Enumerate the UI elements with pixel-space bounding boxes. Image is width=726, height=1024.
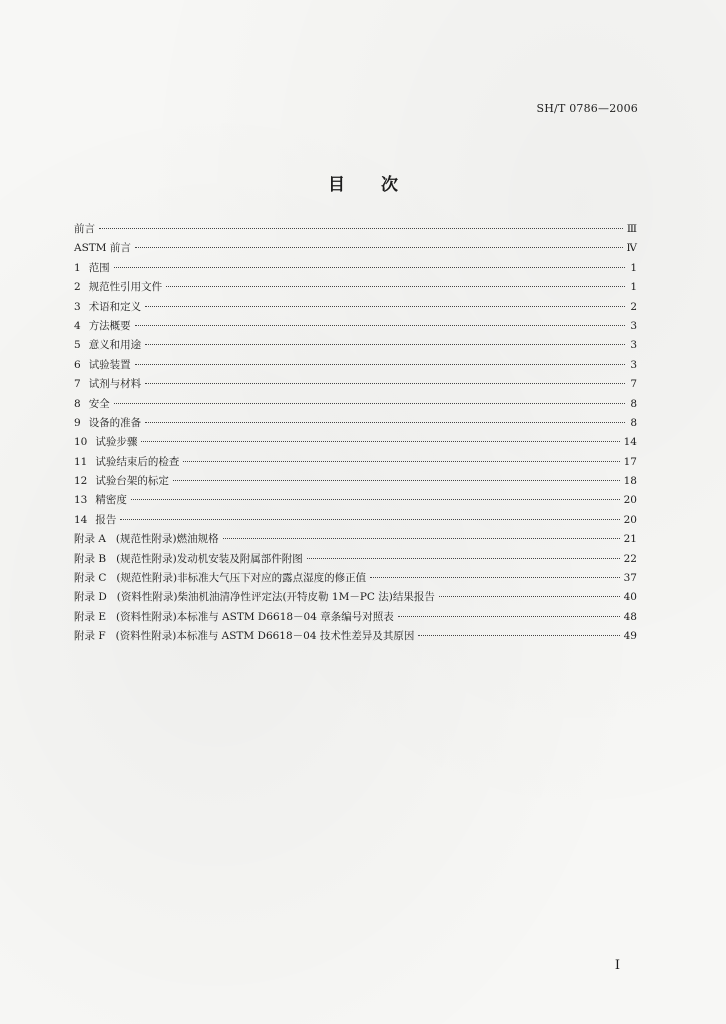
toc-leader-dots [99,227,623,229]
toc-entry-number: 3 [74,300,81,313]
toc-entry[interactable] [74,239,637,258]
toc-entry-page: 3 [630,358,637,371]
toc-entry[interactable] [74,414,637,433]
toc-entry[interactable] [74,356,637,375]
toc-entry[interactable] [74,491,637,510]
toc-entry-label: 试验装置 [88,358,131,371]
toc-entry-page: 3 [630,339,637,352]
toc-entry[interactable] [74,453,637,472]
toc-entry-label: 意义和用途 [88,339,142,352]
toc-leader-dots [135,363,625,365]
toc-entry-page: 18 [623,475,637,488]
toc-entry-number: 附录 D [74,591,107,604]
toc-entry-page: 17 [623,455,637,468]
toc-heading-char-1: 目 [328,175,345,195]
toc-leader-dots [141,440,619,442]
toc-entry-number: 2 [74,281,81,294]
toc-leader-dots [114,402,625,404]
toc-leader-dots [131,498,620,500]
toc-entry-label: 报告 [95,513,117,526]
toc-entry[interactable] [74,375,637,394]
toc-entry[interactable] [74,569,637,588]
toc-entry-page: 37 [623,572,637,585]
toc-entry-label: 试验台架的标定 [95,475,169,488]
toc-entry-label: 设备的准备 [88,416,142,429]
toc-entry-page: 21 [623,533,637,546]
toc-entry-label: (资料性附录)柴油机油清净性评定法(开特皮勒 1M－PC 法)结果报告 [116,591,435,604]
toc-entry[interactable] [74,220,637,239]
toc-entry-number: 附录 A [74,533,106,546]
toc-entry-number: 7 [74,378,81,391]
toc-leader-dots [145,421,625,423]
toc-entry-page: 49 [623,630,637,643]
toc-entry-label: 规范性引用文件 [88,281,163,294]
toc-leader-dots [135,246,623,248]
toc-entry[interactable] [74,627,637,646]
toc-entry-number: 附录 F [74,630,106,643]
toc-entry-number: 4 [74,319,81,332]
toc-entry-number: 1 [74,261,81,274]
toc-entry[interactable] [74,472,637,491]
toc-entry-label: (资料性附录)本标准与 ASTM D6618－04 章条编号对照表 [116,610,394,623]
toc-entry[interactable] [74,336,637,355]
toc-entry-label: 精密度 [95,494,127,507]
toc-entry-number: 8 [74,397,81,410]
toc-entry[interactable] [74,259,637,278]
toc-leader-dots [173,479,620,481]
toc-leader-dots [398,615,620,617]
toc-entry-label: 试剂与材料 [88,378,142,391]
toc-entry-page: 20 [623,513,637,526]
toc-entry-number: 10 [74,436,88,449]
toc-entry[interactable] [74,278,637,297]
toc-entry-label: 试验步骤 [95,436,138,449]
toc-entry-label: (资料性附录)本标准与 ASTM D6618－04 技术性差异及其原因 [115,630,415,643]
toc-entry-page: 1 [630,281,637,294]
toc-entry-number: 附录 E [74,610,107,623]
toc-entry-page: 22 [623,552,637,565]
toc-entry-number: 5 [74,339,81,352]
toc-entry-label: 范围 [88,261,110,274]
toc-leader-dots [439,595,620,597]
toc-entry-label: 术语和定义 [88,300,142,313]
toc-entry-page: 40 [623,591,637,604]
toc-leader-dots [145,382,625,384]
toc-entry-page: 14 [623,436,637,449]
toc-leader-dots [418,634,619,636]
toc-entry-page: 2 [630,300,637,313]
toc-leader-dots [183,460,619,462]
toc-entry-number: 附录 C [74,572,107,585]
toc-entry-number: 12 [74,475,88,488]
toc-entry[interactable] [74,395,637,414]
toc-entry-page: 7 [630,378,637,391]
toc-leader-dots [307,557,620,559]
toc-entry[interactable] [74,608,637,627]
toc-entry-page: 8 [630,416,637,429]
toc-entry-number: 9 [74,416,81,429]
toc-leader-dots [223,537,620,539]
toc-leader-dots [120,518,619,520]
toc-entry-page: 1 [630,261,637,274]
toc-entry-number: 14 [74,513,88,526]
toc-entry-number: 附录 B [74,552,107,565]
toc-entry-page: 20 [623,494,637,507]
toc-entry-label: 前言 [74,223,95,235]
toc-entry-label: (规范性附录)燃油规格 [115,533,219,546]
toc-entry-label: (规范性附录)发动机安装及附属部件附图 [116,552,303,565]
toc-entry-page: 8 [630,397,637,410]
toc-entry[interactable] [74,550,637,569]
toc-entry-page: Ⅳ [626,242,637,255]
toc-leader-dots [145,305,625,307]
toc-heading [0,170,726,195]
toc-entry-number: 13 [74,494,88,507]
toc-entry-number: 11 [74,455,88,468]
toc-leader-dots [135,324,625,326]
toc-entry-label: 安全 [88,397,110,410]
document-code: SH/T 0786—2006 [536,102,638,115]
toc-entry[interactable] [74,588,637,607]
page-number: I [614,958,620,973]
toc-entry-label: ASTM 前言 [74,242,131,255]
toc-entry-label: 试验结束后的检查 [95,455,180,468]
toc-entry[interactable] [74,511,637,530]
toc-entry-page: 48 [623,610,637,623]
toc-leader-dots [370,576,620,578]
toc-leader-dots [145,343,625,345]
toc-entry[interactable] [74,298,637,317]
toc-entry-page: Ⅲ [626,223,637,235]
toc-leader-dots [114,266,625,268]
toc-entry-label: 方法概要 [88,319,131,332]
table-of-contents [74,220,637,647]
toc-entry[interactable] [74,433,637,452]
toc-entry[interactable] [74,317,637,336]
toc-entry-label: (规范性附录)非标准大气压下对应的露点湿度的修正值 [116,572,367,585]
toc-entry-number: 6 [74,358,81,371]
toc-entry[interactable] [74,530,637,549]
toc-leader-dots [166,285,625,287]
toc-entry-page: 3 [630,319,637,332]
toc-heading-char-2: 次 [381,175,398,195]
